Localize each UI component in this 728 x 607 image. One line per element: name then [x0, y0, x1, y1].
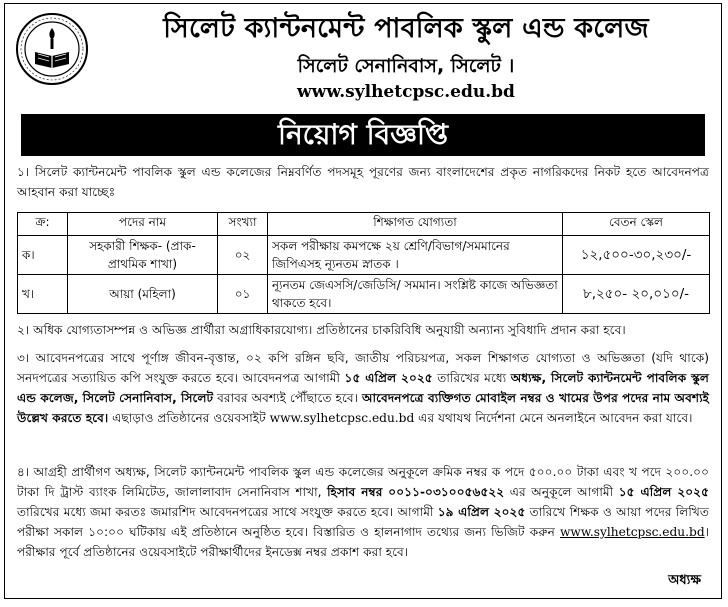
- row-quantity: ০১: [218, 275, 268, 314]
- para4-text: । পরীক্ষার পূর্বে প্রতিষ্ঠানের ওয়েবসাইটে পরীক্ষার্থীদের ইনডেক্স নম্বর প্রকাশ করা হবে।: [17, 525, 709, 559]
- account-number: হিসাব নম্বর ০০১১-০৩১০০৫৬৫২২: [327, 485, 505, 499]
- row-post-name: আয়া (মহিলা): [68, 275, 218, 314]
- row-serial: খ।: [18, 275, 68, 314]
- institution-website[interactable]: www.sylhetcpsc.edu.bd: [297, 82, 515, 102]
- header-salary: বেতন স্কেল: [563, 213, 710, 236]
- header-quantity: সংখ্যা: [218, 213, 268, 236]
- header-post-name: পদের নাম: [68, 213, 218, 236]
- website-link[interactable]: www.sylhetcpsc.edu.bd: [559, 525, 705, 539]
- school-logo-icon: [15, 12, 89, 86]
- header-qualification: শিক্ষাগত যোগ্যতা: [268, 213, 563, 236]
- row-post-name: সহকারী শিক্ষক- (প্রাক-প্রাথমিক শাখা): [68, 236, 218, 275]
- table-row: [18, 275, 710, 314]
- row-quantity: ০২: [218, 236, 268, 275]
- row-salary: ৮,২৫০- ২০,০১০/-: [563, 275, 710, 314]
- posts-table: [17, 212, 710, 314]
- institution-location: সিলেট সেনানিবাস, সিলেট ।: [297, 55, 515, 77]
- para4-text: এর অনুকূলে আগামী: [504, 485, 619, 499]
- para4-text: তারিখের মধ্যে জমা করতঃ জমারশিদ আবেদনপত্রের সাথে সংযুক্ত করতে হবে। আগামী: [17, 505, 438, 519]
- row-salary: ১২,৫০০-৩০,২৩০/-: [563, 236, 710, 275]
- signature-principal: অধ্যক্ষ: [668, 573, 701, 588]
- table-header-row: [18, 213, 710, 236]
- paragraph-3: [17, 348, 709, 428]
- notice-title-banner: নিয়োগ বিজ্ঞপ্তি: [21, 114, 705, 156]
- website-link[interactable]: www.sylhetcpsc.edu.bd: [269, 411, 415, 425]
- paragraph-2: ২। অধিক যোগ্যতাসম্পন্ন ও অভিজ্ঞ প্রার্থীরা অগ্রাধিকারযোগ্য। প্রতিষ্ঠানের চাকরিবিধি অনুযায়ী অন্যান্য সুবিধাদি প্রদান করা হবে।: [17, 323, 626, 337]
- instruction-bold: আবেদনপত্রে ব্যক্তিগত মোবাইল নম্বর ও খামের উপর পদের নাম অবশ্যই উল্লেখ করতে হবে।: [17, 391, 709, 425]
- paragraph-4: [17, 462, 709, 562]
- deadline-date: ১৫ এপ্রিল ২০২৫: [344, 371, 433, 385]
- row-serial: ক।: [18, 236, 68, 275]
- payment-deadline: ১৫ এপ্রিল ২০২৫: [618, 485, 709, 499]
- para3-text: এর যথাযথ নির্দেশনা মেনে অনলাইনে আবেদন করা যাবে।: [414, 411, 693, 425]
- exam-date: ১৯ এপ্রিল ২০২৫: [437, 505, 526, 519]
- para4-text: তারিখে শিক্ষক ও আয়া পদের লিখিত পরীক্ষা সকাল ১০:০০ ঘটিকায় এই প্রতিষ্ঠানে অনুষ্ঠিত হবে। বিস্তারিত ও হালনাগাদ তথ্যের জন্য ভিজিট করুন: [17, 505, 710, 539]
- header-serial: ক্র:: [18, 213, 68, 236]
- row-qualification: ন্যূনতম জেএসসি/জেডিসি/ সমমান। সংশ্লিষ্ট কাজে অভিজ্ঞতা থাকতে হবে।: [268, 275, 563, 314]
- address-bold: অধ্যক্ষ, সিলেট ক্যান্টনমেন্ট পাবলিক স্কুল এন্ড কলেজ, সিলেট সেনানিবাস, সিলেট: [17, 371, 710, 405]
- para3-text: এছাড়াও প্রতিষ্ঠানের ওয়েবসাইট: [108, 411, 270, 425]
- institution-name: সিলেট ক্যান্টনমেন্ট পাবলিক স্কুল এন্ড কলেজ: [163, 13, 649, 44]
- para3-text: ৩। আবেদনপত্রের সাথে পূর্ণাঙ্গ জীবন-বৃত্তান্ত, ০২ কপি রঙ্গিন ছবি, জাতীয় পরিচয়পত্র, সকল শিক্ষাগত যোগ্যতা ও অভিজ্ঞতা (যদি থাকে) সনদপত্রের সত্যায়িত কপি সংযুক্ত করতে হবে। আবেদনপত্র আগামী: [17, 351, 709, 385]
- notice-page: [4, 3, 722, 599]
- row-qualification: সকল পরীক্ষায় কমপক্ষে ২য় শ্রেণি/বিভাগ/সমমানের জিপিএসহ ন্যূনতম স্নাতক ।: [268, 236, 563, 275]
- intro-paragraph: ১। সিলেট ক্যান্টনমেন্ট পাবলিক স্কুল এন্ড কলেজের নিম্নবর্ণিত পদসমূহ পূরণের জন্য বাংলাদেশের প্রকৃত নাগরিকদের নিকট হতে আবেদনপত্র আহবান করা যাচ্ছেঃ: [17, 165, 709, 199]
- para3-text: তারিখের মধ্যে: [432, 371, 511, 385]
- para4-text: ৪। আগ্রহী প্রার্থীগণ অধ্যক্ষ, সিলেট ক্যান্টনমেন্ট পাবলিক স্কুল এন্ড কলেজের অনুকূলে ক্রমিক নম্বর ক পদে ৫০০.০০ টাকা এবং খ পদে ২০০.০০ টাকা দি ট্রাস্ট ব্যাংক লিমিটেড, জালালাবাদ সেনানিবাস শাখা,: [17, 465, 709, 499]
- table-row: [18, 236, 710, 275]
- para3-text: বরাবর অবশ্যই পৌঁছাতে হবে।: [213, 391, 362, 405]
